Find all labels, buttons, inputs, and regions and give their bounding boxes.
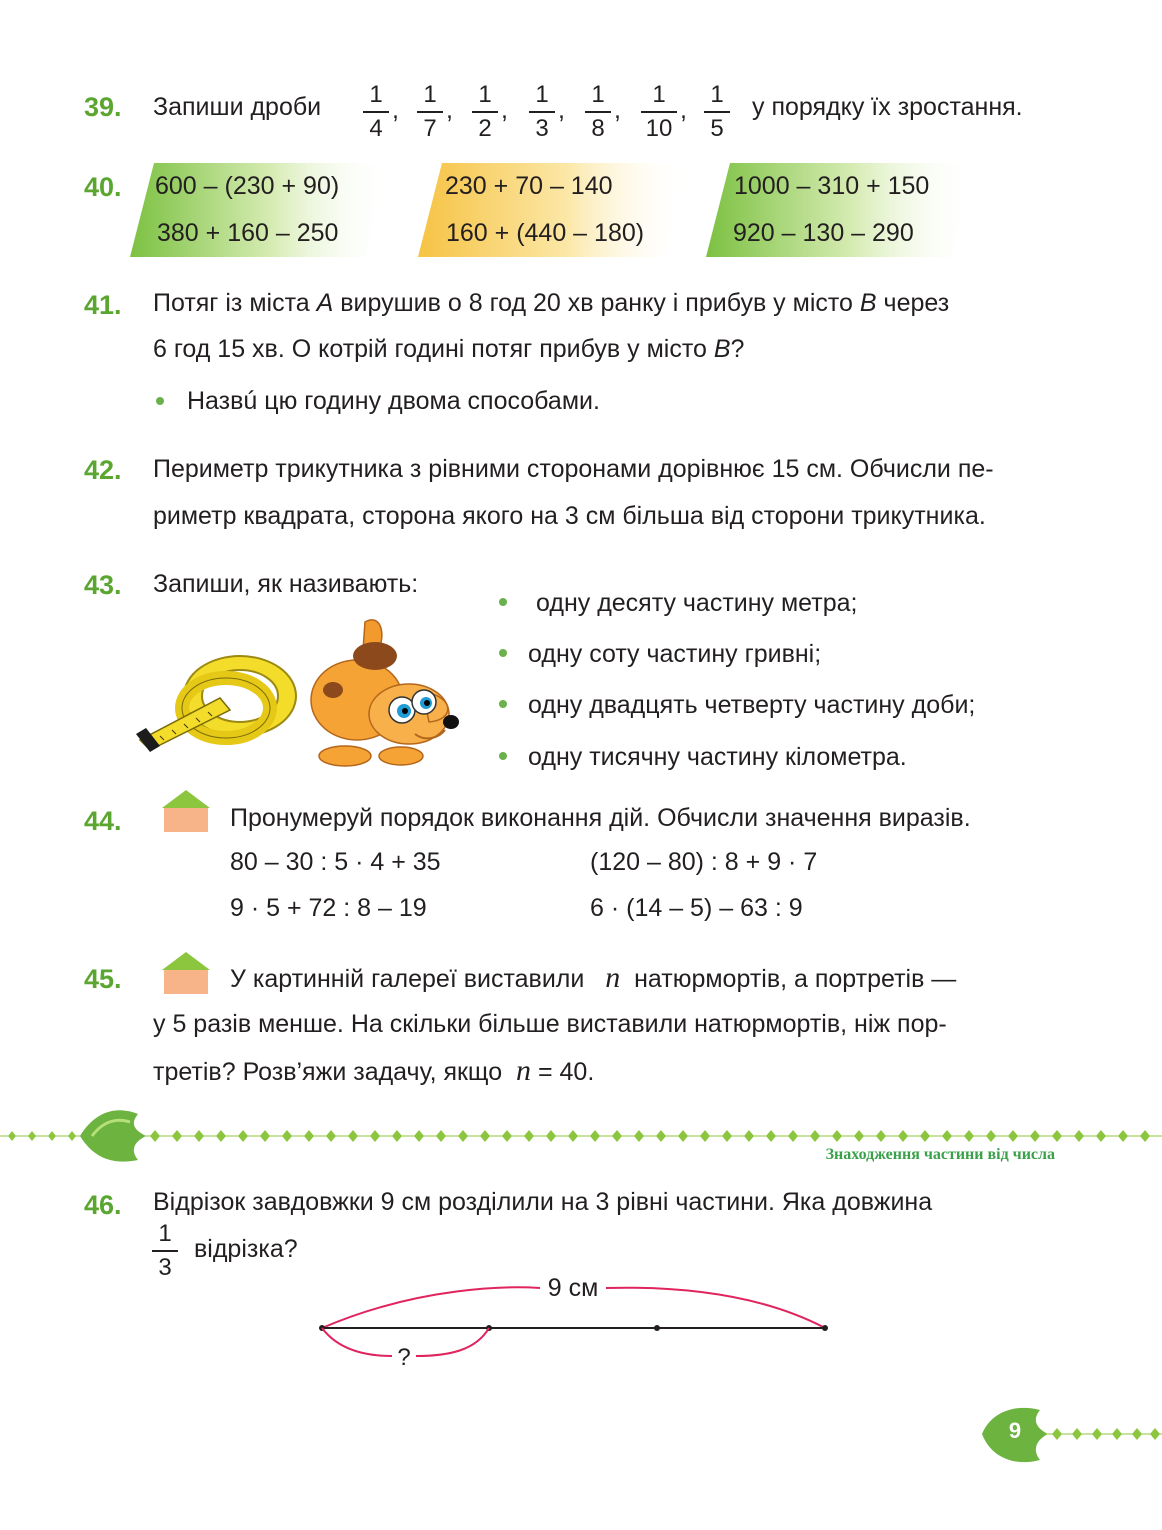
comma: , [614, 96, 621, 124]
bullet-icon [499, 598, 507, 606]
task-44-lead: Пронумеруй порядок виконання дій. Обчисли значення виразів. [230, 804, 971, 832]
task-43-lead: Запиши, як називають: [153, 570, 419, 598]
task-41-line-2: 6 год 15 хв. О котрій годині потяг прибув у місто B? [153, 335, 745, 363]
task-number: 46. [84, 1190, 122, 1220]
comma: , [680, 96, 687, 124]
fraction: 1 4 [361, 82, 391, 142]
task-number: 39. [84, 92, 122, 122]
expression: (120 – 80) : 8 + 9 · 7 [590, 848, 818, 876]
task-42-line-2: риметр квадрата, сторона якого на 3 см більша від сторони трикутника. [153, 502, 986, 530]
expression: 380 + 160 – 250 [157, 219, 339, 247]
segment-length-label: 9 см [547, 1274, 599, 1302]
task-39-prefix: Запиши дроби [153, 93, 322, 121]
task-number: 43. [84, 570, 122, 600]
task-46-line-1: Відрізок завдовжки 9 см розділили на 3 рівні частини. Яка довжина [153, 1188, 933, 1216]
fraction: 1 8 [583, 82, 613, 142]
expression: 230 + 70 – 140 [445, 172, 613, 200]
task-number: 44. [84, 806, 122, 836]
section-title: Знаходження частини від числа [825, 1146, 1055, 1163]
fraction: 1 5 [702, 82, 732, 142]
expression: 920 – 130 – 290 [733, 219, 914, 247]
task-43-item: одну соту частину гривні; [528, 640, 822, 668]
task-41-line-1: Потяг із міста A вирушив о 8 год 20 хв ранку і прибув у місто B через [153, 289, 950, 317]
segment-point [822, 1325, 828, 1331]
task-number: 40. [84, 172, 122, 202]
fraction: 1 3 [527, 82, 557, 142]
page-number: 9 [1008, 1418, 1022, 1443]
fraction: 1 3 [150, 1221, 180, 1281]
task-41-bullet: Назвú цю годину двома способами. [187, 387, 600, 415]
expression: 80 – 30 : 5 · 4 + 35 [230, 848, 441, 876]
fraction: 1 10 [639, 82, 679, 142]
task-number: 42. [84, 455, 122, 485]
task-45-line-2: у 5 разів менше. На скільки більше виставили натюрмортів, ніж пор- [153, 1010, 947, 1038]
expression: 6 · (14 – 5) – 63 : 9 [590, 894, 803, 922]
segment-part-label: ? [397, 1344, 411, 1371]
task-45-line-1: У картинній галереї виставили n натюрмортів, а портретів — [230, 961, 957, 994]
expression: 160 + (440 – 180) [446, 219, 645, 247]
task-43-item: одну двадцять четверту частину доби; [528, 691, 976, 719]
comma: , [446, 96, 453, 124]
bullet-icon [156, 397, 164, 405]
task-46-line-2: відрізка? [194, 1235, 298, 1263]
fraction: 1 7 [415, 82, 445, 142]
task-43-item: одну десяту частину метра; [536, 589, 858, 617]
task-45-line-3: третів? Розв’яжи задачу, якщо n = 40. [153, 1054, 595, 1087]
comma: , [392, 96, 399, 124]
segment-point [654, 1325, 660, 1331]
homework-house-icon [156, 788, 216, 834]
bullet-icon [499, 752, 507, 760]
bullet-icon [499, 700, 507, 708]
comma: , [501, 96, 508, 124]
expression: 9 · 5 + 72 : 8 – 19 [230, 894, 427, 922]
task-number: 45. [84, 964, 122, 994]
fraction: 1 2 [470, 82, 500, 142]
task-39-suffix: у порядку їх зростання. [752, 93, 1023, 121]
expression: 600 – (230 + 90) [155, 172, 340, 200]
task-43-item: одну тисячну частину кілометра. [528, 743, 907, 771]
task-42-line-1: Периметр трикутника з рівними сторонами дорівнює 15 см. Обчисли пе- [153, 455, 994, 483]
dog-illustration [305, 610, 465, 775]
task-number: 41. [84, 290, 122, 320]
bullet-icon [499, 649, 507, 657]
segment-diagram [300, 1268, 850, 1386]
comma: , [558, 96, 565, 124]
homework-house-icon [156, 950, 216, 996]
tape-measure-illustration [130, 630, 300, 755]
expression: 1000 – 310 + 150 [734, 172, 930, 200]
